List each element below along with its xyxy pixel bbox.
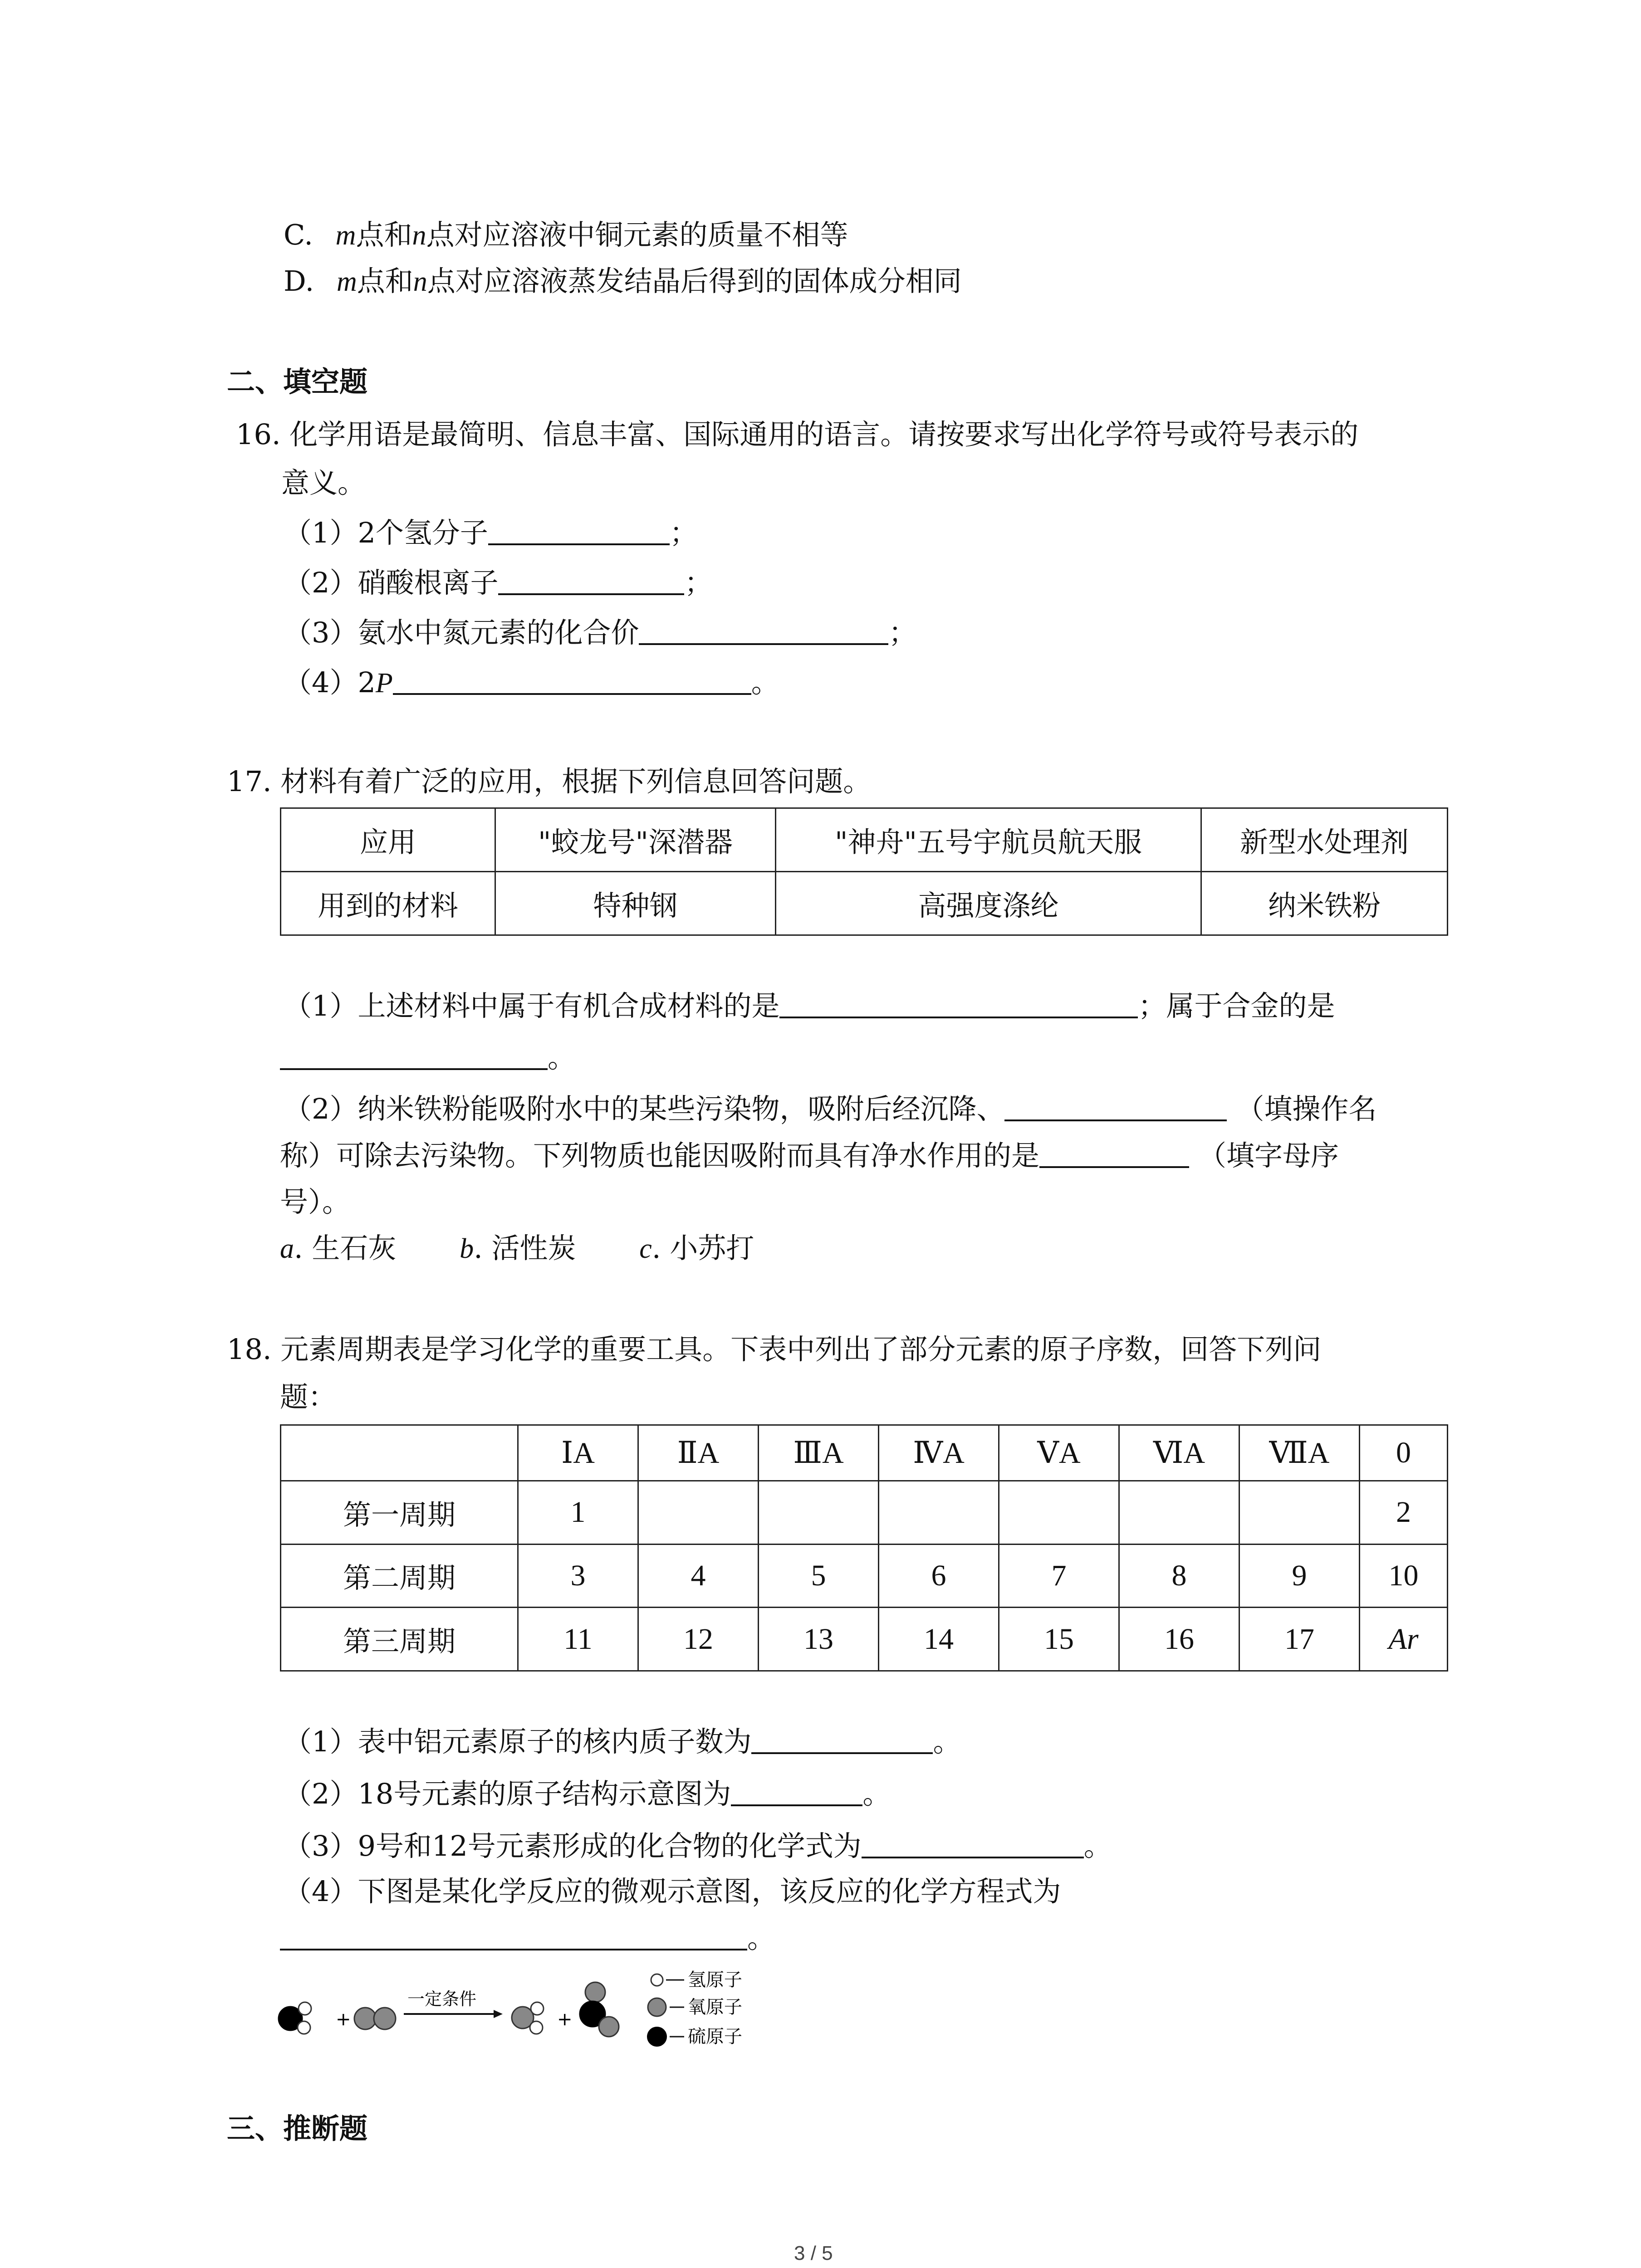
var-m: m (335, 220, 356, 251)
table-cell: 14 (879, 1608, 999, 1671)
group-header: ⅦA (1239, 1425, 1360, 1481)
table-cell: 12 (638, 1608, 759, 1671)
table-cell: 6 (879, 1544, 999, 1608)
var-n: n (413, 266, 427, 297)
text: 点和 (356, 218, 412, 251)
q18-stem-cont: 题： (280, 1380, 337, 1413)
answer-blank[interactable] (280, 1921, 747, 1950)
q17-stem: 17. 材料有着广泛的应用，根据下列信息回答问题。 (227, 765, 872, 798)
text: 。 (1083, 1829, 1112, 1862)
answer-blank[interactable] (751, 1724, 933, 1754)
table-cell (1239, 1481, 1360, 1544)
table-cell: 15 (999, 1608, 1119, 1671)
table-cell: 3 (518, 1544, 638, 1608)
option-text: . 生石灰 (294, 1232, 397, 1265)
table-cell: 应用 (281, 808, 495, 872)
option-letter: b (460, 1233, 474, 1264)
group-header: ⅣA (879, 1425, 999, 1481)
text: （3）9号和12号元素形成的化合物的化学式为 (284, 1829, 862, 1862)
arrow-head (494, 2010, 503, 2018)
section-title: 二、填空题 (227, 365, 368, 398)
answer-blank[interactable] (1039, 1138, 1189, 1168)
period-label: 第三周期 (281, 1608, 518, 1671)
text: ；属于合金的是 (1138, 989, 1335, 1022)
answer-blank[interactable] (498, 565, 684, 595)
q16-part4 (284, 665, 779, 701)
plus-sign: + (336, 2009, 351, 2030)
text: （2）硝酸根离子 (284, 566, 499, 599)
legend-oxygen-label: 氧原子 (688, 1997, 742, 2018)
group-header: ⅢA (759, 1425, 879, 1481)
table-cell: 5 (759, 1544, 879, 1608)
table-cell (281, 1425, 518, 1481)
table-cell: 4 (638, 1544, 759, 1608)
legend (647, 1970, 742, 2047)
group-header: ⅤA (999, 1425, 1119, 1481)
text: （填字母序 (1198, 1139, 1339, 1172)
table-cell: 9 (1239, 1544, 1360, 1608)
table-row (281, 1544, 1448, 1608)
table-cell (638, 1481, 759, 1544)
table-cell: "蛟龙号"深潜器 (495, 808, 776, 872)
table-row (281, 1481, 1448, 1544)
legend-hydrogen-icon (651, 1974, 663, 1986)
symbol-p: P (375, 668, 393, 699)
table-cell: "神舟"五号宇航员航天服 (776, 808, 1201, 872)
answer-blank[interactable] (731, 1776, 862, 1806)
group-header: ⅠA (518, 1425, 638, 1481)
q16-part2 (284, 565, 712, 601)
text: ； (888, 616, 917, 649)
text: （3）氨水中氮元素的化合价 (284, 616, 639, 649)
q18-part2 (284, 1776, 891, 1812)
group-header: 0 (1360, 1425, 1448, 1481)
q18-part4: （4）下图是某化学反应的微观示意图，该反应的化学方程式为 (284, 1875, 1061, 1908)
table-cell: 新型水处理剂 (1201, 808, 1448, 872)
text: （1）上述材料中属于有机合成材料的是 (284, 989, 780, 1022)
option-letter: a (280, 1233, 294, 1264)
table-cell (1119, 1481, 1239, 1544)
q16-stem-cont: 意义。 (281, 466, 366, 499)
q17-part1 (284, 988, 1335, 1024)
text: （2）18号元素的原子结构示意图为 (284, 1777, 731, 1810)
group-header: ⅡA (638, 1425, 759, 1481)
legend-sulfur-label: 硫原子 (688, 2026, 742, 2047)
text: （2）纳米铁粉能吸附水中的某些污染物，吸附后经沉降、 (284, 1092, 1005, 1125)
text: ； (684, 566, 713, 599)
table-cell (759, 1481, 879, 1544)
q16-stem: 16. 化学用语是最简明、信息丰富、国际通用的语言。请按要求写出化学符号或符号表示的 (236, 418, 1359, 451)
q15-option-d (284, 263, 962, 300)
legend-oxygen-icon (648, 1998, 666, 2016)
table-cell: 纳米铁粉 (1201, 872, 1448, 935)
text: 点对应溶液蒸发结晶后得到的固体成分相同 (427, 264, 962, 298)
q18-part4-cont (280, 1920, 775, 1956)
text: （4）2 (284, 666, 376, 699)
answer-blank[interactable] (488, 515, 670, 545)
q17-part1-cont (280, 1040, 576, 1076)
table-cell: 7 (999, 1544, 1119, 1608)
table-cell: 高强度涤纶 (776, 872, 1201, 935)
group-header: ⅥA (1119, 1425, 1239, 1481)
option-label: C. (284, 218, 313, 251)
q17-part2-end: 号）。 (280, 1185, 351, 1218)
text: ； (669, 516, 698, 549)
text: 。 (548, 1041, 576, 1074)
h2o-molecule (512, 2002, 544, 2034)
plus-sign: + (557, 2009, 573, 2030)
o2-molecule (354, 2008, 396, 2029)
var-m: m (336, 266, 357, 297)
table-cell: 特种钢 (495, 872, 776, 935)
answer-blank[interactable] (393, 665, 751, 695)
q18-part1 (284, 1724, 961, 1760)
table-cell: 用到的材料 (281, 872, 495, 935)
table-cell: 11 (518, 1608, 638, 1671)
q15-option-c (284, 217, 848, 254)
table-cell: 1 (518, 1481, 638, 1544)
option-text: . 小苏打 (652, 1232, 754, 1265)
text: （1）表中铝元素原子的核内质子数为 (284, 1725, 752, 1758)
table-cell: Ar (1360, 1608, 1448, 1671)
table-row (281, 1608, 1448, 1671)
text: （1）2个氢分子 (284, 516, 488, 549)
q17-part2 (284, 1091, 1376, 1127)
table-cell (879, 1481, 999, 1544)
table-row (281, 872, 1448, 935)
text: 。 (751, 666, 779, 699)
answer-blank[interactable] (862, 1828, 1084, 1858)
var-n: n (412, 220, 426, 251)
option-text: . 活性炭 (474, 1232, 576, 1265)
text: 。 (862, 1777, 891, 1810)
answer-blank[interactable] (1004, 1091, 1227, 1121)
text: 。 (933, 1725, 961, 1758)
h2s-molecule (279, 2002, 311, 2034)
q17-part2-cont (280, 1138, 1339, 1174)
text: 。 (747, 1921, 776, 1955)
table-cell: 13 (759, 1608, 879, 1671)
reaction-diagram (272, 1964, 817, 2059)
text: 称）可除去污染物。下列物质也能因吸附而具有净水作用的是 (280, 1139, 1040, 1172)
legend-hydrogen-label: 氢原子 (688, 1970, 742, 1990)
table-cell: 17 (1239, 1608, 1360, 1671)
so2-molecule (580, 1982, 619, 2037)
reaction-condition: 一定条件 (407, 1989, 477, 2009)
text: 点对应溶液中铜元素的质量不相等 (426, 218, 848, 251)
legend-sulfur-icon (647, 2027, 667, 2047)
q17-options (280, 1230, 754, 1267)
table-cell: 10 (1360, 1544, 1448, 1608)
answer-blank[interactable] (639, 615, 888, 645)
q18-stem: 18. 元素周期表是学习化学的重要工具。下表中列出了部分元素的原子序数，回答下列问 (227, 1333, 1322, 1366)
page-number: 3 / 5 (794, 2242, 833, 2264)
q18-part3 (284, 1828, 1112, 1864)
table-cell: 16 (1119, 1608, 1239, 1671)
q17-materials-table (280, 807, 1448, 936)
q16-part3 (284, 615, 916, 651)
q16-part1 (284, 515, 698, 551)
text: 点和 (357, 264, 413, 298)
table-cell: 2 (1360, 1481, 1448, 1544)
table-row (281, 808, 1448, 872)
table-cell (999, 1481, 1119, 1544)
section-title: 三、推断题 (227, 2112, 368, 2145)
q18-periodic-table (280, 1424, 1448, 1672)
answer-blank[interactable] (779, 988, 1138, 1018)
text: （填操作名 (1236, 1092, 1377, 1125)
table-header-row (281, 1425, 1448, 1481)
answer-blank[interactable] (280, 1040, 548, 1070)
option-label: D. (284, 264, 314, 298)
table-cell: 8 (1119, 1544, 1239, 1608)
option-letter: c (639, 1233, 652, 1264)
period-label: 第一周期 (281, 1481, 518, 1544)
period-label: 第二周期 (281, 1544, 518, 1608)
